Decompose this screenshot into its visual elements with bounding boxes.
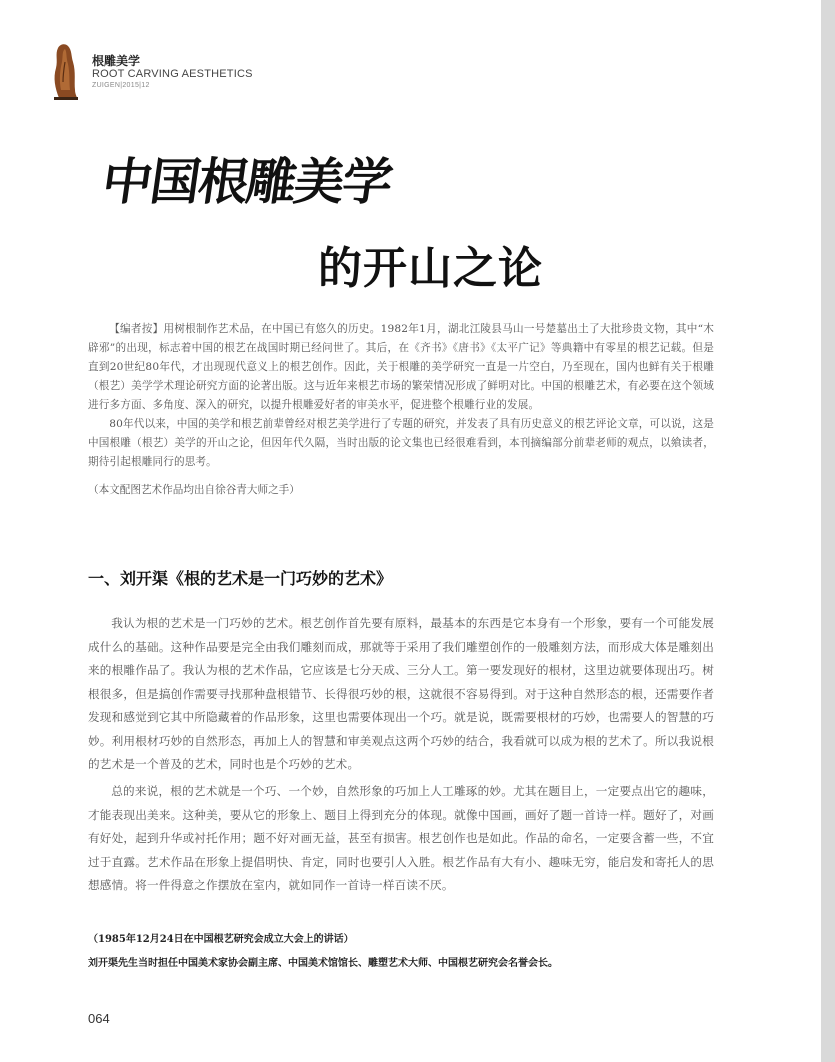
root-carving-logo-icon — [49, 42, 79, 100]
speech-source-note: （1985年12月24日在中国根艺研究会成立大会上的讲话） — [88, 934, 354, 945]
article-title-sub: 的开山之论 — [318, 243, 543, 294]
editor-note-paragraph-2: 80年代以来，中国的美学和根艺前辈曾经对根艺美学进行了专题的研究，并发表了具有历史意义的根艺评论文章，可以说，这是中国根雕（根艺）美学的开山之论，但因年代久隔，当时出版的论文集也已经很难看到，本刊摘编部分前辈老师的观点，以飨读者，期待引起根雕同行的思考。 — [88, 418, 714, 468]
article-title-main: 中国根雕美学 — [98, 152, 395, 211]
section-heading: 一、刘开渠《根的艺术是一门巧妙的艺术》 — [88, 569, 393, 588]
issue-code: ZUIGEN|2015|12 — [92, 82, 150, 89]
body-paragraph-1: 我认为根的艺术是一门巧妙的艺术。根艺创作首先要有原料，最基本的东西是它本身有一个形象，要有一个可能发展成什么的基础。这种作品要是完全由我们雕刻而成，那就等于采用了我们雕塑创作的一般雕刻方法，而形成大体是雕刻出来的根雕作品了。我认为根的艺术作品，它应该是七分天成、三分人工。第一要发现好的根材，这里边就要体现出巧。树根很多，但是搞创作需要寻找那种盘根错节、长得很巧妙的根，这就很不容易得到。对于这种自然形态的根，还需要作者发现和感觉到它其中所隐藏着的作品形象，这里也需要体现出一个巧。就是说，既需要根材的巧妙，也需要人的智慧的巧妙。利用根材巧妙的自然形态，再加上人的智慧和审美观点这两个巧妙的结合，我看就可以成为根的艺术了。所以我说根的艺术是一个普及的艺术，同时也是个巧妙的艺术。 — [88, 616, 714, 771]
page-number: 064 — [88, 1011, 110, 1026]
body-paragraph-2: 总的来说，根的艺术就是一个巧、一个妙，自然形象的巧加上人工雕琢的妙。尤其在题目上，一定要点出它的趣味，才能表现出美来。这种美，要从它的形象上、题目上得到充分的体现。就像中国画，画好了题一首诗一样。题好了，对画有好处，起到升华或衬托作用；题不好对画无益，甚至有损害。根艺创作也是如此。作品的命名，一定要含蓄一些，不宜过于直露。艺术作品在形象上提倡明快、肯定，同时也要引人入胜。根艺作品有大有小、趣味无穷，能启发和寄托人的思想感情。将一件得意之作摆放在室内，就如同作一首诗一样百读不厌。 — [88, 784, 714, 892]
page-edge-strip — [821, 0, 835, 1062]
editor-note-paragraph-1: 【编者按】用树根制作艺术品，在中国已有悠久的历史。1982年1月，湖北江陵县马山一号楚墓出土了大批珍贵文物，其中“木辟邪”的出现，标志着中国的根艺在战国时期已经问世了。其后，在《齐书》《唐书》《太平广记》等典籍中有零星的根艺记载。但是直到20世纪80年代，才出现现代意义上的根艺创作。因此，关于根雕的美学研究一直是一片空白，乃至现在，国内也鲜有关于根雕（根艺）美学学术理论研究方面的论著出版。这与近年来根艺市场的繁荣情况形成了鲜明对比。中国的根雕艺术，有必要在这个领域进行多方面、多角度、深入的研究，以提升根雕爱好者的审美水平，促进整个根雕行业的发展。 — [88, 323, 714, 411]
image-credit-note: （本文配图艺术作品均出自徐谷青大师之手） — [88, 484, 300, 496]
author-bio-note: 刘开渠先生当时担任中国美术家协会副主席、中国美术馆馆长、雕塑艺术大师、中国根艺研究会名誉会长。 — [88, 958, 558, 969]
magazine-header — [92, 54, 253, 90]
section-title-cn: 根雕美学 — [92, 54, 141, 68]
section-title-en: ROOT CARVING AESTHETICS — [92, 68, 253, 80]
